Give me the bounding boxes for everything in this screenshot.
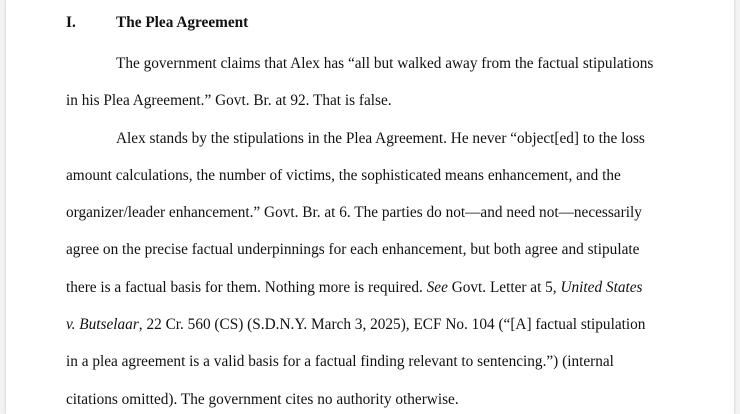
paragraph-2-line-1: Alex stands by the stipulations in the Plea Agreement. He never “object[ed] to the loss <box>116 129 645 147</box>
paragraph-2 <box>66 120 706 414</box>
section-title: The Plea Agreement <box>116 14 249 31</box>
line-6-text-c: ECF No. 104 (“[A] factual stipulation <box>409 316 646 334</box>
document-page <box>6 0 734 414</box>
paragraph-2-line-3: organizer/leader enhancement.” Govt. Br. at 6. The parties do not—and need not—necessarily <box>66 204 642 222</box>
paragraph-2-line-5 <box>66 269 706 306</box>
case-name-part-2: v. Butselaar <box>66 316 139 334</box>
document-body <box>66 10 706 414</box>
paragraph-1 <box>66 45 706 120</box>
paragraph-2-line-2: amount calculations, the number of victims, the sophisticated means enhancement, and the <box>66 166 621 184</box>
paragraph-2-line-8: citations omitted). The government cites no authority otherwise. <box>66 390 459 408</box>
line-5-text-b: Govt. Letter at 5, <box>447 278 561 296</box>
section-number: I. <box>66 14 76 31</box>
line-5-text-a: there is a factual basis for them. Nothing more is required. <box>66 278 427 296</box>
section-heading <box>66 10 706 36</box>
paragraph-1-line-1: The government claims that Alex has “all but walked away from the factual stipulations <box>116 55 654 72</box>
paragraph-1-line-2: in his Plea Agreement.” Govt. Br. at 92. That is false. <box>66 92 392 110</box>
case-name-part-1: United States <box>560 278 643 296</box>
line-6-comma: , <box>405 316 410 334</box>
paragraph-2-line-7: in a plea agreement is a valid basis for a factual finding relevant to sentencing.”) (internal <box>66 353 614 371</box>
paragraph-2-line-4: agree on the precise factual underpinnings for each enhancement, but both agree and stipulate <box>66 241 640 259</box>
paragraph-2-line-6 <box>66 306 706 343</box>
citation-signal-see: See <box>426 278 448 296</box>
line-6-text-b: , 22 Cr. 560 (CS) (S.D.N.Y. March 3, 2025) <box>138 316 406 334</box>
